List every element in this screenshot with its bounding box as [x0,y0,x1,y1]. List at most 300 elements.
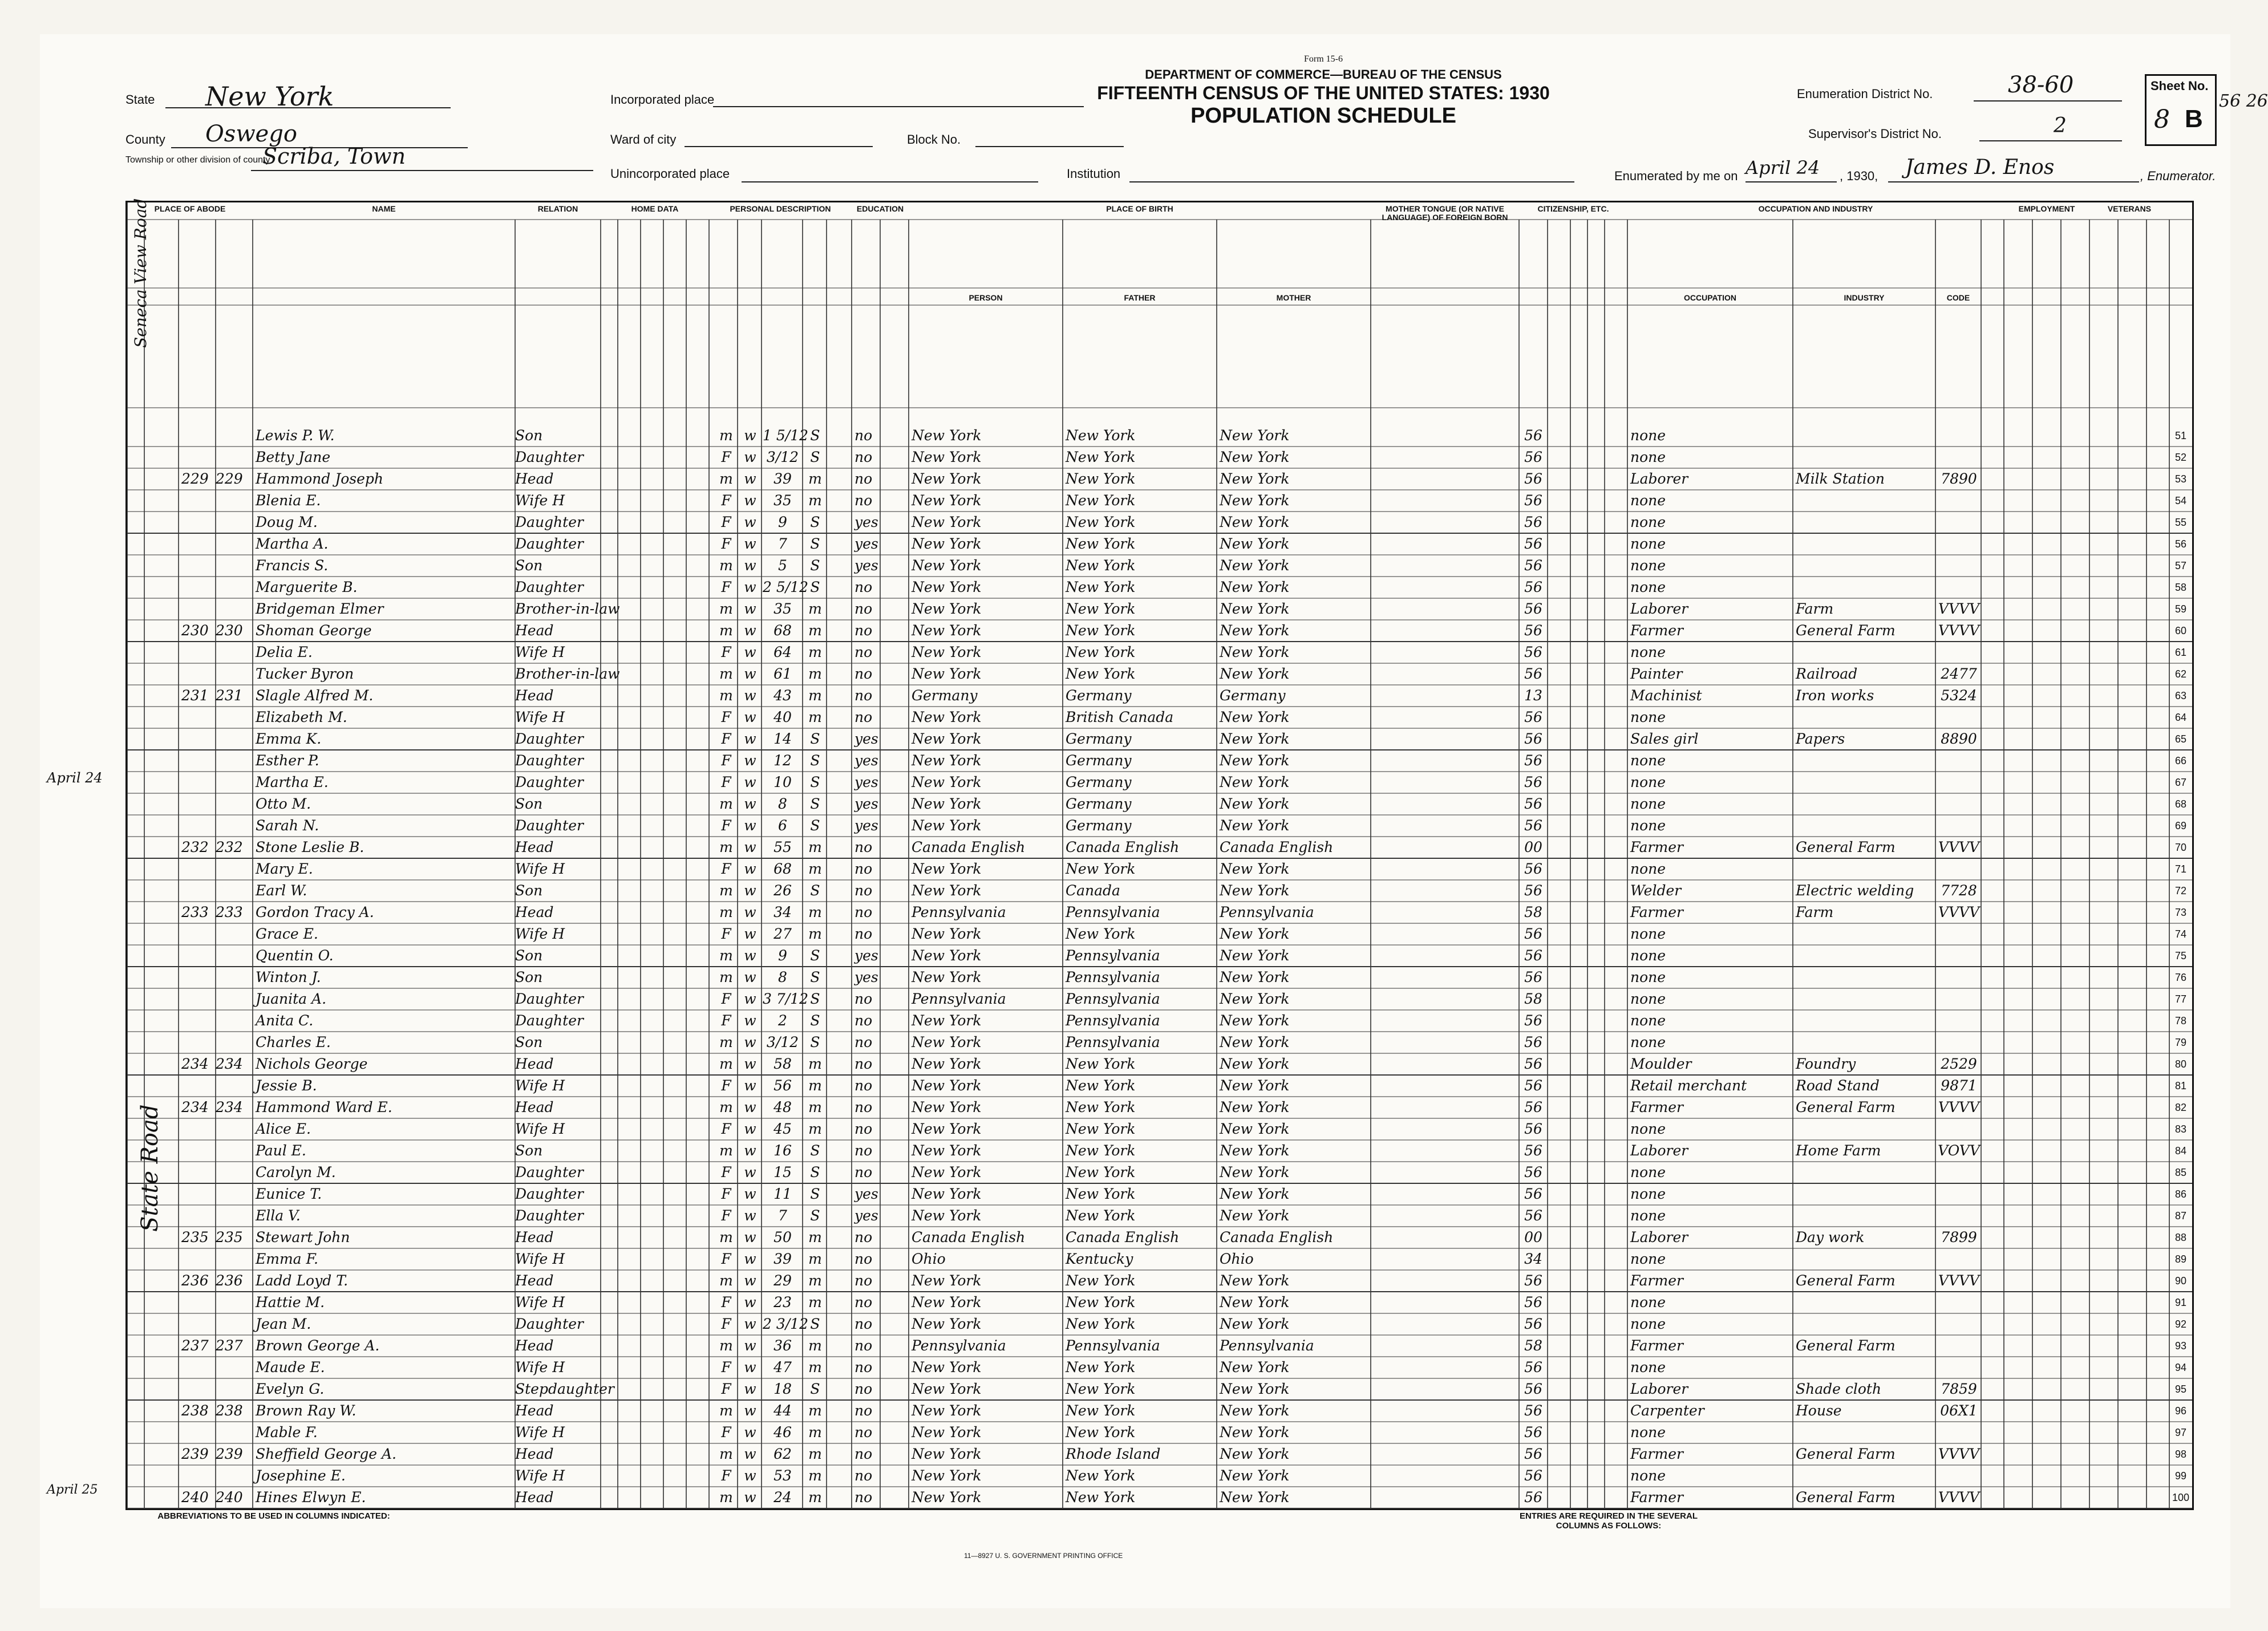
cell-industry: Farm [1796,904,1834,920]
cell-school: no [854,666,873,682]
cell-race: w [744,1056,756,1072]
cell-race: w [744,1424,756,1441]
cell-family [216,512,250,533]
cell-mother-bp: New York [1220,492,1290,509]
table-row [127,1357,2192,1378]
cell-occupation: Carpenter [1630,1402,1704,1419]
cell-occupation: none [1630,817,1666,834]
cell-industry [1796,490,1935,512]
cell-name: Brown Ray W. [256,1402,357,1419]
cell-marital: m [808,1337,822,1354]
cell-person-bp: New York [912,1381,982,1397]
cell-marital: S [810,731,820,747]
cell-industry [1796,1465,1935,1487]
cell-name: Hammond Ward E. [256,1099,392,1115]
line-number: 52 [2174,452,2187,463]
cell-father-bp: Germany [1066,774,1132,790]
cell-age: 56 [773,1077,792,1094]
cell-marital: m [808,839,822,855]
cell-sex: m [719,427,733,444]
cell-industry [1796,425,1935,447]
table-row [127,707,2192,728]
cell-occupation: Machinist [1630,687,1702,704]
cell-occ-code [1937,1205,1981,1227]
cell-occupation: none [1630,644,1666,660]
cell-code: 56 [1524,514,1542,530]
cell-industry [1796,1118,1935,1140]
state-value: New York [205,81,334,112]
cell-code: 56 [1524,1207,1542,1224]
cell-relation: Wife H [515,1077,565,1094]
cell-family [216,490,250,512]
cell-sex: F [721,579,731,595]
cell-relation: Head [515,1099,554,1115]
cell-age: 55 [773,839,792,855]
cell-father-bp: New York [1066,1402,1136,1419]
cell-race: w [744,709,756,725]
cell-marital: m [808,1272,822,1289]
cell-name: Martha A. [256,535,329,552]
cell-race: w [744,904,756,920]
line-number: 88 [2174,1232,2187,1243]
cell-industry: Day work [1796,1229,1865,1245]
cell-school: no [854,709,873,725]
cell-name: Earl W. [256,882,307,899]
cell-sex: F [721,1121,731,1137]
cell-code: 56 [1524,449,1542,465]
table-row [127,923,2192,945]
cell-family [216,945,250,967]
cell-sex: F [721,1467,731,1484]
cell-marital: m [808,1446,822,1462]
cell-industry [1796,815,1935,837]
cell-relation: Son [515,557,543,574]
cell-mother-bp: New York [1220,1446,1290,1462]
entries-note: ENTRIES ARE REQUIRED IN THE SEVERAL COLUMNS AS FOLLOWS: [1520,1511,1698,1531]
cell-school: no [854,1272,873,1289]
cell-code: 56 [1524,427,1542,444]
table-row [127,620,2192,642]
table-row [127,1010,2192,1032]
cell-age: 39 [773,1251,792,1267]
cell-person-bp: Germany [912,687,978,704]
cell-dwelling [181,1422,216,1443]
cell-name: Emma F. [256,1251,318,1267]
cell-marital: S [810,427,820,444]
cell-name: Esther P. [256,752,319,769]
cell-sex: F [721,1186,731,1202]
cell-age: 62 [773,1446,792,1462]
enumerator-label: , Enumerator. [2140,169,2216,183]
cell-person-bp: New York [912,796,982,812]
cell-occupation: Painter [1630,666,1683,682]
cell-mother-bp: New York [1220,861,1290,877]
cell-person-bp: New York [912,882,982,899]
cell-sex: m [719,796,733,812]
cell-occ-code: 5324 [1941,687,1977,704]
line-number: 70 [2174,842,2187,853]
cell-age: 61 [773,666,792,682]
cell-mother-bp: Canada English [1220,1229,1334,1245]
cell-code: 56 [1524,1489,1542,1506]
cell-family: 234 [216,1056,243,1072]
abbrev-title: ABBREVIATIONS TO BE USED IN COLUMNS INDICATED: [157,1511,390,1521]
cell-occupation: none [1630,514,1666,530]
table-row [127,1205,2192,1227]
cell-mother-bp: New York [1220,1467,1290,1484]
cell-person-bp: New York [912,427,982,444]
cell-school: no [854,991,873,1007]
line-number: 90 [2174,1275,2187,1287]
cell-race: w [744,644,756,660]
cell-age: 3/12 [766,449,799,465]
cell-occupation: Laborer [1630,1142,1688,1159]
cell-race: w [744,1164,756,1180]
cell-sex: m [719,687,733,704]
cell-age: 24 [773,1489,792,1506]
cell-name: Mable F. [256,1424,318,1441]
cell-industry [1796,642,1935,663]
print-note: 11—8927 U. S. GOVERNMENT PRINTING OFFICE [964,1552,1123,1560]
cell-school: no [854,1164,873,1180]
table-row [127,490,2192,512]
cell-race: w [744,882,756,899]
cell-relation: Son [515,969,543,985]
cell-race: w [744,1099,756,1115]
cell-age: 14 [773,731,792,747]
cell-occ-code [1937,1010,1981,1032]
cell-dwelling [181,1075,216,1097]
cell-name: Francis S. [256,557,329,574]
cell-relation: Wife H [515,709,565,725]
cell-sex: m [719,882,733,899]
cell-mother-bp: New York [1220,731,1290,747]
cell-mother-bp: New York [1220,622,1290,639]
cell-code: 56 [1524,557,1542,574]
sheet-value: 8 [2154,105,2170,134]
line-number: 58 [2174,582,2187,593]
cell-mother-bp: New York [1220,1077,1290,1094]
cell-person-bp: Pennsylvania [912,1337,1006,1354]
group-education: EDUCATION [856,204,904,213]
cell-occ-code [1937,1248,1981,1270]
cell-sex: F [721,535,731,552]
cell-school: no [854,1294,873,1311]
cell-mother-bp: New York [1220,991,1290,1007]
cell-occ-code [1937,707,1981,728]
cell-dwelling [181,1183,216,1205]
table-row [127,1335,2192,1357]
cell-industry [1796,923,1935,945]
cell-person-bp: New York [912,709,982,725]
cell-code: 56 [1524,752,1542,769]
line-number: 78 [2174,1015,2187,1027]
cell-marital: S [810,1164,820,1180]
cell-code: 56 [1524,1272,1542,1289]
table-row [127,533,2192,555]
cell-relation: Wife H [515,926,565,942]
cell-person-bp: New York [912,1142,982,1159]
cell-occupation: none [1630,535,1666,552]
cell-relation: Head [515,1056,554,1072]
line-number: 66 [2174,755,2187,766]
table-row [127,598,2192,620]
cell-occupation: none [1630,1467,1666,1484]
cell-mother-bp: New York [1220,644,1290,660]
cell-occ-code [1937,793,1981,815]
cell-occupation: Welder [1630,882,1682,899]
cell-name: Quentin O. [256,947,334,964]
cell-industry [1796,1313,1935,1335]
cell-family [216,447,250,468]
cell-name: Marguerite B. [256,579,358,595]
table-row [127,663,2192,685]
cell-father-bp: Germany [1066,687,1132,704]
street-note: Seneca View Road [131,198,150,348]
table-row [127,1075,2192,1097]
cell-name: Martha E. [256,774,329,790]
cell-relation: Head [515,1446,554,1462]
sub-code: CODE [1946,293,1970,302]
cell-race: w [744,535,756,552]
line-number: 96 [2174,1405,2187,1417]
cell-marital: S [810,969,820,985]
cell-code: 56 [1524,492,1542,509]
cell-family [216,425,250,447]
cell-father-bp: New York [1066,535,1136,552]
supervisor-label: Supervisor's District No. [1808,127,1942,141]
cell-family [216,1032,250,1053]
cell-sex: F [721,449,731,465]
cell-father-bp: New York [1066,1294,1136,1311]
cell-dwelling: 232 [181,839,209,855]
cell-father-bp: New York [1066,1207,1136,1224]
cell-father-bp: Pennsylvania [1066,904,1160,920]
cell-sex: F [721,709,731,725]
cell-person-bp: New York [912,601,982,617]
cell-marital: m [808,622,822,639]
cell-sex: F [721,861,731,877]
cell-industry: General Farm [1796,839,1896,855]
table-row [127,772,2192,793]
line-number: 60 [2174,625,2187,636]
cell-person-bp: New York [912,1164,982,1180]
cell-occ-code: VVVV [1938,622,1980,639]
sub-father: FATHER [1124,293,1156,302]
cell-dwelling [181,598,216,620]
cell-marital: m [808,1424,822,1441]
cell-family [216,1378,250,1400]
cell-industry: Milk Station [1796,470,1885,487]
cell-mother-bp: Germany [1220,687,1286,704]
cell-code: 56 [1524,1424,1542,1441]
cell-mother-bp: New York [1220,1489,1290,1506]
cell-dwelling: 229 [181,470,209,487]
cell-marital: S [810,579,820,595]
cell-age: 47 [773,1359,792,1376]
cell-family [216,707,250,728]
cell-sex: F [721,1251,731,1267]
cell-industry [1796,772,1935,793]
cell-mother-bp: New York [1220,709,1290,725]
cell-sex: m [719,1142,733,1159]
cell-family [216,728,250,750]
cell-sex: m [719,601,733,617]
cell-dwelling [181,1118,216,1140]
cell-family [216,772,250,793]
cell-industry: General Farm [1796,1337,1896,1354]
cell-sex: m [719,1446,733,1462]
table-row [127,685,2192,707]
cell-age: 44 [773,1402,792,1419]
cell-name: Juanita A. [256,991,327,1007]
state-label: State [125,92,155,107]
cell-relation: Daughter [515,1186,584,1202]
cell-mother-bp: New York [1220,882,1290,899]
cell-dwelling: 233 [181,904,209,920]
cell-sex: m [719,1337,733,1354]
cell-occ-code: 9871 [1941,1077,1977,1094]
cell-sex: m [719,1034,733,1050]
cell-code: 56 [1524,1056,1542,1072]
cell-race: w [744,1294,756,1311]
cell-person-bp: Pennsylvania [912,904,1006,920]
cell-father-bp: New York [1066,1164,1136,1180]
cell-person-bp: New York [912,1272,982,1289]
table-row [127,468,2192,490]
cell-age: 12 [773,752,792,769]
line-number: 53 [2174,473,2187,485]
enumeration-district-label: Enumeration District No. [1797,87,1933,101]
table-row [127,1183,2192,1205]
cell-race: w [744,514,756,530]
cell-school: yes [854,1186,878,1202]
cell-school: no [854,601,873,617]
ward-label: Ward of city [610,132,677,147]
cell-relation: Wife H [515,1251,565,1267]
cell-person-bp: New York [912,731,982,747]
cell-age: 2 3/12 [763,1316,808,1332]
cell-school: yes [854,731,878,747]
cell-school: no [854,1359,873,1376]
cell-code: 56 [1524,1012,1542,1029]
cell-dwelling [181,945,216,967]
table-row [127,728,2192,750]
cell-race: w [744,1381,756,1397]
cell-marital: m [808,861,822,877]
cell-industry: General Farm [1796,1489,1896,1506]
line-number: 92 [2174,1318,2187,1330]
cell-father-bp: Pennsylvania [1066,1337,1160,1354]
cell-mother-bp: Canada English [1220,839,1334,855]
cell-occupation: none [1630,796,1666,812]
cell-sex: F [721,492,731,509]
group-citizenship: CITIZENSHIP, ETC. [1537,204,1609,213]
cell-race: w [744,752,756,769]
cell-mother-bp: New York [1220,557,1290,574]
sub-industry: INDUSTRY [1844,293,1885,302]
cell-occ-code: 7728 [1941,882,1977,899]
cell-occupation: none [1630,709,1666,725]
cell-occ-code: VVVV [1938,839,1980,855]
cell-dwelling [181,793,216,815]
cell-father-bp: New York [1066,579,1136,595]
cell-family [216,1292,250,1313]
cell-school: no [854,1012,873,1029]
line-number: 98 [2174,1449,2187,1460]
cell-marital: m [808,1077,822,1094]
group-personal: PERSONAL DESCRIPTION [730,204,831,213]
cell-dwelling [181,707,216,728]
cell-mother-bp: New York [1220,1272,1290,1289]
cell-dwelling [181,772,216,793]
cell-occ-code [1937,490,1981,512]
cell-age: 68 [773,622,792,639]
cell-code: 56 [1524,644,1542,660]
cell-father-bp: New York [1066,514,1136,530]
cell-sex: m [719,1489,733,1506]
sub-mother: MOTHER [1276,293,1311,302]
group-relation: RELATION [537,204,578,213]
table-row [127,837,2192,858]
cell-father-bp: New York [1066,1142,1136,1159]
cell-code: 56 [1524,1121,1542,1137]
cell-occupation: Sales girl [1630,731,1699,747]
cell-mother-bp: New York [1220,470,1290,487]
cell-father-bp: Rhode Island [1066,1446,1161,1462]
cell-industry: Papers [1796,731,1845,747]
cell-code: 56 [1524,731,1542,747]
cell-occ-code [1937,772,1981,793]
cell-code: 56 [1524,622,1542,639]
line-number: 95 [2174,1383,2187,1395]
cell-school: no [854,839,873,855]
cell-relation: Wife H [515,1359,565,1376]
line-number: 71 [2174,863,2187,875]
cell-code: 34 [1524,1251,1542,1267]
cell-family [216,1075,250,1097]
cell-person-bp: New York [912,1294,982,1311]
cell-occ-code [1937,447,1981,468]
table-row [127,577,2192,598]
cell-occupation: none [1630,492,1666,509]
cell-sex: F [721,926,731,942]
cell-age: 7 [778,1207,787,1224]
line-number: 76 [2174,972,2187,983]
cell-dwelling [181,663,216,685]
form-number: Form 15-6 [1304,54,1343,64]
cell-occupation: none [1630,449,1666,465]
line-number: 91 [2174,1297,2187,1308]
cell-age: 48 [773,1099,792,1115]
cell-dwelling [181,642,216,663]
cell-father-bp: Germany [1066,796,1132,812]
cell-dwelling [181,1292,216,1313]
cell-marital: m [808,1056,822,1072]
cell-code: 56 [1524,470,1542,487]
table-row [127,750,2192,772]
cell-dwelling [181,728,216,750]
cell-sex: m [719,1272,733,1289]
cell-school: yes [854,796,878,812]
cell-occ-code: VVVV [1938,1446,1980,1462]
cell-race: w [744,1467,756,1484]
cell-occ-code: 2529 [1941,1056,1977,1072]
cell-occupation: none [1630,774,1666,790]
table-row [127,815,2192,837]
cell-code: 56 [1524,1467,1542,1484]
cell-industry [1796,1162,1935,1183]
